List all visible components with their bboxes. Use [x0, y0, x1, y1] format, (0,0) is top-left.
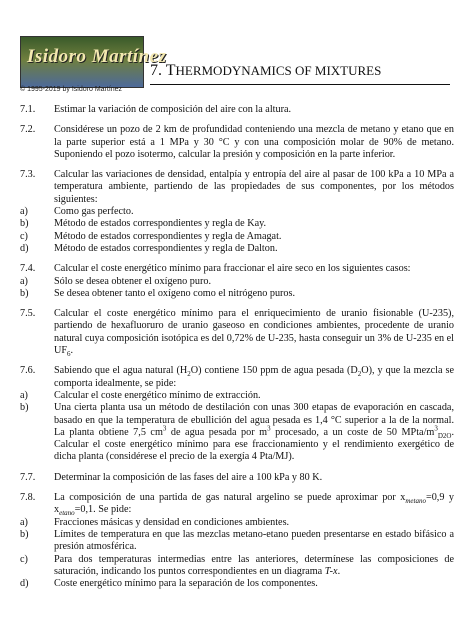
page-title [150, 62, 381, 80]
sub-item: b) Una cierta planta usa un método de destilación con unas 300 etapas de evaporación en cascada, basado en que la temperatura de ebullición del agua pesada es 1,4 °C superior a la de la normal. La planta obtiene 7,5 $cm^3$ de agua pesada por $m^3$ procesado, a un coste de 50 MPta/$m^3_{D2O}$. Calcular el coste energético mínimo para ese fraccionamiento y el rendimiento exergético de dicha planta (considérese el precio de la exergía 4 Pta/MJ). [20, 402, 454, 463]
exercise-7-6: 7.6. Sabiendo que el agua natural $(H_2O)$ contiene 150 ppm de agua pesada $(D_2O)$, y que la mezcla se comporta idealmente, se pide: a) Calcular el coste energético mínimo de extracción. b) Una cierta planta usa un método de destilación con unas 300 etapas de evaporación en cascada, basado en que la temperatura de ebullición del agua pesada es 1,4 °C superior a la de la normal. La planta obtiene 7,5 $cm^3$ de agua pesada por $m^3$ procesado, a un coste de 50 MPta/$m^3_{D2O}$. Calcular el coste energético mínimo para ese fraccionamiento y el rendimiento exergético de dicha planta (considérese el precio de la exergía 4 Pta/MJ). [20, 365, 454, 463]
sub-item: b) Límites de temperatura en que las mezclas metano-etano pueden presentarse en estado bifásico a presión atmosférica. [20, 528, 454, 553]
sub-item: d) Coste energético mínimo para la separación de los componentes. [20, 578, 318, 590]
author-logo [20, 36, 167, 88]
exercise-7-2: 7.2. Considérese un pozo de 2 km de profundidad conteniendo una mezcla de metano y etano que en la parte superior está a 1 MPa y 30 °C y con una composición molar de 90% de metano. Suponiendo el pozo isotermo, calcular la presión y composición en la parte inferior. [20, 124, 454, 160]
title-rest: HERMODYNAMICS OF MIXTURES [175, 63, 382, 78]
title-underline [150, 84, 450, 85]
sub-item: c) Método de estados correspondientes y regla de Amagat. [20, 230, 282, 242]
copyright-note: © 1995-2019 by Isidoro Martínez [20, 86, 123, 93]
exercise-7-5: 7.5. Calcular el coste energético mínimo para el enriquecimiento de uranio fisionable (U-235), partiendo de hexafluoruro de uranio gaseoso en condiciones ambientes, procedente de uranio natural cuya composición isotópica es del 0,72% de U-235, hasta conseguir un 3% de U-235 en el $UF_6$. [20, 308, 454, 359]
exercise-7-8: 7.8. La composición de una partida de gas natural argelino se puede aproximar por $x_{metano}=0,9$ y $x_{etano}=0,1$. Se pide: a) Fracciones másicas y densidad en condiciones ambientes. b) Límites de temperatura en que las mezclas metano-etano pueden presentarse en estado bifásico a presión atmosférica. c) Para dos temperaturas intermedias entre las anteriores, determínese las composiciones de saturación, indicando los puntos correspondientes en un diagrama T-x. d) Coste energético mínimo para la separación de los componentes. [20, 492, 454, 590]
sub-item: a) Calcular el coste energético mínimo de extracción. [20, 389, 261, 401]
exercise-7-7: 7.7. Determinar la composición de las fases del aire a 100 kPa y 80 K. [20, 471, 323, 483]
exercise-7-1: 7.1. Estimar la variación de composición del aire con la altura. [20, 104, 292, 115]
sub-item: c) Para dos temperaturas intermedias entre las anteriores, determínese las composiciones de saturación, indicando los puntos correspondientes en un diagrama T-x. [20, 553, 454, 577]
sub-item: a) Fracciones másicas y densidad en condiciones ambientes. [20, 516, 290, 528]
sub-item: b) Método de estados correspondientes y regla de Kay. [20, 218, 267, 230]
sub-item: d) Método de estados correspondientes y regla de Dalton. [20, 242, 278, 254]
exercise-7-3: 7.3. Calcular las variaciones de densidad, entalpía y entropía del aire al pasar de 100 kPa a 10 MPa a temperatura ambiente, partiendo de las propiedades de sus componentes, por los métodos siguientes: a) Como gas perfecto. b) Método de estados correspondientes y regla de Kay. c) Método de estados correspondientes y regla de Amagat. d) Método de estados correspondientes y regla de Dalton. [20, 169, 454, 254]
sub-item: a) Sólo se desea obtener el oxígeno puro. [20, 275, 212, 287]
title-initial: T [165, 62, 176, 79]
exercise-list [20, 104, 454, 598]
exercise-7-4: 7.4. Calcular el coste energético mínimo para fraccionar el aire seco en los siguientes casos: a) Sólo se desea obtener el oxígeno puro. b) Se desea obtener tanto el oxígeno como el nitrógeno puros. [20, 263, 454, 300]
chapter-number: 7. [150, 62, 162, 79]
sub-item: b) Se desea obtener tanto el oxígeno como el nitrógeno puros. [20, 287, 296, 299]
logo-text: Isidoro Martínez [27, 46, 167, 67]
sub-item: a) Como gas perfecto. [20, 206, 134, 218]
